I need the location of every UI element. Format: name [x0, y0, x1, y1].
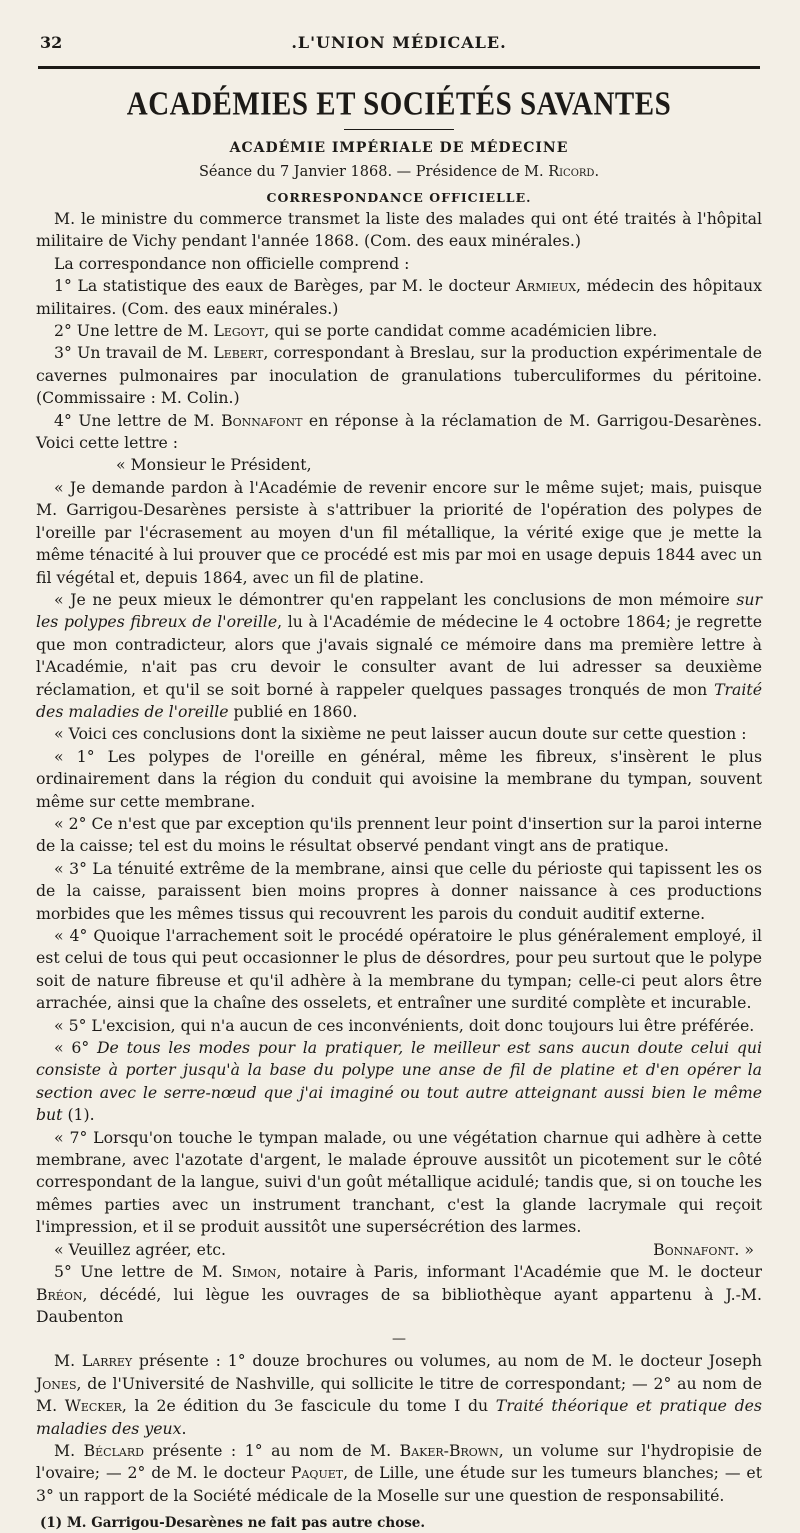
journal-title: .L'UNION MÉDICALE.	[291, 33, 507, 52]
person-name: Wecker	[64, 1396, 122, 1416]
footnote: (1) M. Garrigou-Desarènes ne fait pas autre chose.	[40, 1515, 426, 1532]
section-title: ACADÉMIES ET SOCIÉTÉS SAVANTES	[126, 85, 672, 123]
person-name: Armieux	[515, 276, 577, 296]
paragraph: 2° Une lettre de M. Legoyt, qui se porte candidat comme académicien libre.	[54, 321, 658, 341]
paragraph: M. Larrey présente : 1° douze brochures ou volumes, au nom de M. le docteur Joseph Jones, de l'Université de Nashville, qui sollicite le titre de correspondant; — 2° au nom de M. Wecker, la 2e édition du 3e fascicule du tome I du Traité théorique et pratique des maladies des yeux.	[36, 1351, 762, 1438]
conclusion-item: « 6° De tous les modes pour la pratiquer, le meilleur est sans aucun doute celui qui consiste à porter jusqu'à la base du polype une anse de fil de platine et d'en opérer la section avec le serre-nœud que j'ai imaginé ou tout autre atteignant aussi bien le même but (1).	[36, 1038, 762, 1125]
conclusion-item: « 5° L'excision, qui n'a aucun de ces inconvénients, doit donc toujours lui être préférée.	[54, 1015, 755, 1035]
conclusion-item: « 2° Ce n'est que par exception qu'ils prennent leur point d'insertion sur la paroi interne de la caisse; tel est du moins le résultat observé pendant vingt ans de pratique.	[36, 813, 762, 856]
person-name: Legoyt	[213, 321, 265, 341]
person-name: Baker-Brown	[399, 1440, 499, 1460]
paragraph: 4° Une lettre de M. Bonnafont en réponse à la réclamation de M. Garrigou-Desarènes. Voici cette lettre :	[36, 410, 762, 453]
paragraph: La correspondance non officielle comprend :	[54, 253, 410, 273]
conclusion-item: « 1° Les polypes de l'oreille en général, même les fibreux, s'insèrent le plus ordinairement dans la région du conduit qui avoisine la membrane du tympan, souvent même sur cette membrane.	[36, 746, 762, 811]
letter-signature: Bonnafont. »	[653, 1239, 754, 1259]
article-body	[36, 208, 762, 1507]
correspondence-heading: CORRESPONDANCE OFFICIELLE.	[266, 190, 532, 205]
paragraph: 3° Un travail de M. Lebert, correspondant à Breslau, sur la production expérimentale de cavernes pulmonaires par inoculation de granulations tuberculiformes du péritoine. (Commissaire : M. Colin.)	[36, 343, 762, 408]
paragraph: M. le ministre du commerce transmet la liste des malades qui ont été traités à l'hôpital militaire de Vichy pendant l'année 1868. (Com. des eaux minérales.)	[36, 209, 762, 251]
page-number: 32	[40, 33, 63, 52]
letter-closing	[54, 1239, 762, 1261]
person-name: Paquet	[290, 1463, 344, 1483]
paragraph: M. Béclard présente : 1° au nom de M. Baker-Brown, un volume sur l'hydropisie de l'ovaire; — 2° de M. le docteur Paquet, de Lille, une étude sur les tumeurs blanches; — et 3° un rapport de la Société médicale de la Moselle sur une question de responsabilité.	[36, 1440, 762, 1505]
closing-text: « Veuillez agréer, etc.	[54, 1239, 227, 1259]
person-name: Lebert	[213, 343, 264, 363]
person-name: Bréon	[36, 1284, 83, 1304]
paragraph: « Je demande pardon à l'Académie de revenir encore sur le même sujet; mais, puisque M. Garrigou-Desarènes persiste à s'attribuer la priorité de l'opération des polypes de l'oreille par l'écrasement au moyen d'un fil métallique, la vérité exige que je mette la même ténacité à lui prouver que ce procédé est mis par moi en usage depuis 1844 avec un fil végétal et, depuis 1864, avec un fil de platine.	[36, 477, 762, 587]
letter-salutation: « Monsieur le Président,	[116, 455, 312, 475]
section-separator: —	[392, 1331, 406, 1348]
session-line: Séance du 7 Janvier 1868. — Présidence de M. Ricord.	[198, 164, 600, 180]
conclusion-item: « 7° Lorsqu'on touche le tympan malade, ou une végétation charnue qui adhère à cette membrane, avec l'azotate d'argent, le malade éprouve aussitôt un picotement sur le côté correspondant de la langue, suivi d'un goût métallique acidulé; tandis que, si on touche les mêmes parties avec un instrument tranchant, c'est la glande lacrymale qui reçoit l'impression, et il se produit aussitôt une supersécrétion des larmes.	[36, 1127, 762, 1237]
title-rule	[344, 129, 454, 130]
person-name: Jones	[36, 1373, 77, 1393]
person-name: Bonnafont	[221, 410, 303, 430]
person-name: Simon	[231, 1262, 277, 1282]
paragraph: « Je ne peux mieux le démontrer qu'en rappelant les conclusions de mon mémoire sur les polypes fibreux de l'oreille, lu à l'Académie de médecine le 4 octobre 1864; je regrette que mon contradicteur, alors que j'avais signalé ce mémoire dans ma première lettre à l'Académie, n'ait pas cru devoir le consulter avant de lui adresser sa deuxième réclamation, et qu'il se soit borné à rappeler quelques passages tronqués de mon Traité des maladies de l'oreille publié en 1860.	[36, 589, 763, 721]
header-rule	[38, 66, 760, 69]
paragraph: 1° La statistique des eaux de Barèges, par M. le docteur Armieux, médecin des hôpitaux militaires. (Com. des eaux minérales.)	[36, 276, 762, 318]
conclusion-item: « 4° Quoique l'arrachement soit le procédé opératoire le plus généralement employé, il est celui de tous qui peut occasionner le plus de désordres, pour peu surtout que le polype soit de nature fibreuse et qu'il adhère à la membrane du tympan; celle-ci peut alors être arrachée, ainsi que la chaîne des osselets, et entraîner une surdité complète et incurable.	[36, 926, 762, 1013]
conclusion-item: « 3° La ténuité extrême de la membrane, ainsi que celle du périoste qui tapissent les os de la caisse, paraissent bien moins propres à donner naissance à ces productions morbides que les mêmes tissus qui recouvrent les parois du conduit auditif externe.	[36, 858, 762, 923]
running-head	[36, 0, 762, 52]
president-name: Ricord	[548, 164, 595, 180]
person-name: Béclard	[83, 1440, 144, 1460]
paragraph: « Voici ces conclusions dont la sixième ne peut laisser aucun doute sur cette question :	[54, 724, 747, 744]
paragraph: 5° Une lettre de M. Simon, notaire à Paris, informant l'Académie que M. le docteur Bréon, décédé, lui lègue les ouvrages de sa bibliothèque ayant appartenu à J.-M. Daubenton	[36, 1262, 762, 1326]
academy-heading: ACADÉMIE IMPÉRIALE DE MÉDECINE	[229, 140, 569, 156]
person-name: Larrey	[81, 1351, 133, 1371]
